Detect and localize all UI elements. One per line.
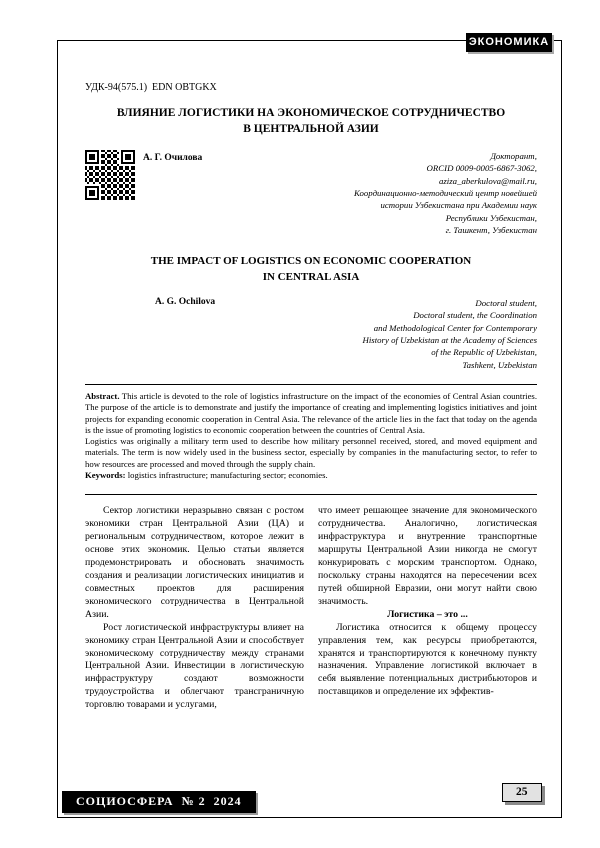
- author-block-ru: [85, 150, 537, 236]
- keywords-line: [85, 470, 537, 481]
- keywords-label: Keywords:: [85, 470, 126, 481]
- author-block-en: [85, 297, 537, 371]
- body-paragraph: Логистика относится к общему процессу управления тем, как ресурсы приобретаются, хранятся и транспортируются к конечному пункту назначения. Управление логистикой включает в себя выявление потенциальных дистрибьюторов и поставщиков и определение их эффектив-: [318, 621, 537, 698]
- body-paragraph: Рост логистической инфраструктуры влияет на экономику стран Центральной Азии и способствует экономическому сотрудничеству между странами Центральной Азии. Инвестиции в логистическую инфраструктуру создают возможности трудоустройства и облегчают трансграничную торговлю товарами и услугами,: [85, 621, 304, 711]
- section-rubric-badge: ЭКОНОМИКА: [466, 33, 552, 52]
- udk-line: УДК-94(575.1) EDN OBTGKX: [85, 82, 217, 93]
- keywords-text: logistics infrastructure; manufacturing sector; economies.: [125, 470, 328, 481]
- abstract-top-rule: [85, 384, 537, 385]
- body-subheading: Логистика – это ...: [387, 608, 468, 620]
- journal-footer-badge: СОЦИОСФЕРА № 2 2024: [62, 791, 256, 813]
- author-name-ru: А. Г. Очилова: [143, 153, 203, 164]
- body-paragraph: что имеет решающее значение для экономического сотрудничества. Аналогично, логистическая инфраструктура и внутренние транспортные маршруты Центральной Азии никогда не смогут конкурировать с морским транспортом. Однако, поскольку страны находятся на пересечении всех путей обширной Евразии, они могут найти свою значимость.: [318, 505, 537, 607]
- qr-code-icon: [85, 150, 135, 200]
- abstract-label: Abstract.: [85, 390, 120, 401]
- abstract-paragraph-2: Logistics was originally a military term used to describe how military personnel received, stored, and moved equipment and materials. The term is now widely used in the business sector, especially by companies in the manufacturing sector, to refer to how resources are processed and moved through the supply chain.: [85, 436, 537, 469]
- author-affiliation-en: Doctoral student, Doctoral student, the Coordination and Methodological Center for Contemporary History of Uzbekistan at the Academy of Sciences of the Republic of Uzbekistan, Tashkent, Uzbekistan: [362, 298, 537, 370]
- abstract-paragraph: [85, 391, 537, 436]
- body-paragraph: Сектор логистики неразрывно связан с ростом экономики стран Центральной Азии (ЦА) и региональным сотрудничеством, которое лежит в основе этих экономик. Целью статьи является продемонстрировать и обосновать значимость создания и реализации логистических инициатив и совместных проектов для расширения экономического сотрудничества в Центральной Азии.: [85, 505, 304, 620]
- body-right-column: [318, 505, 537, 712]
- abstract-text: This article is devoted to the role of logistics infrastructure on the impact of the economies of Central Asian countries. The purpose of the article is to demonstrate and justify the importance of creating and implementing logistics initiatives and joint projects for expanding economic cooperation in Central Asia. The relevance of the article lies in the fact that today on the agenda is the issue of promoting logistics to economic cooperation between the countries of Central Asia.: [85, 390, 537, 435]
- article-title-en: THE IMPACT OF LOGISTICS ON ECONOMIC COOPERATION IN CENTRAL ASIA: [150, 255, 472, 283]
- abstract-section: [85, 391, 537, 482]
- body-left-column: [85, 505, 304, 712]
- body-two-columns: [85, 505, 537, 712]
- page-content: [85, 82, 537, 712]
- article-title-ru: ВЛИЯНИЕ ЛОГИСТИКИ НА ЭКОНОМИЧЕСКОЕ СОТРУДНИЧЕСТВО В ЦЕНТРАЛЬНОЙ АЗИИ: [116, 107, 506, 135]
- page-number-badge: 25: [502, 783, 542, 802]
- abstract-bottom-rule: [85, 494, 537, 495]
- author-affiliation-ru: Докторант, ORCID 0009-0005-6867-3062, aziza_aberkulova@mail.ru, Координационно-методический центр новейшей истории Узбекистана при Академии наук Республики Узбекистан, г. Ташкент, Узбекистан: [354, 151, 537, 235]
- author-name-en: A. G. Ochilova: [155, 297, 216, 307]
